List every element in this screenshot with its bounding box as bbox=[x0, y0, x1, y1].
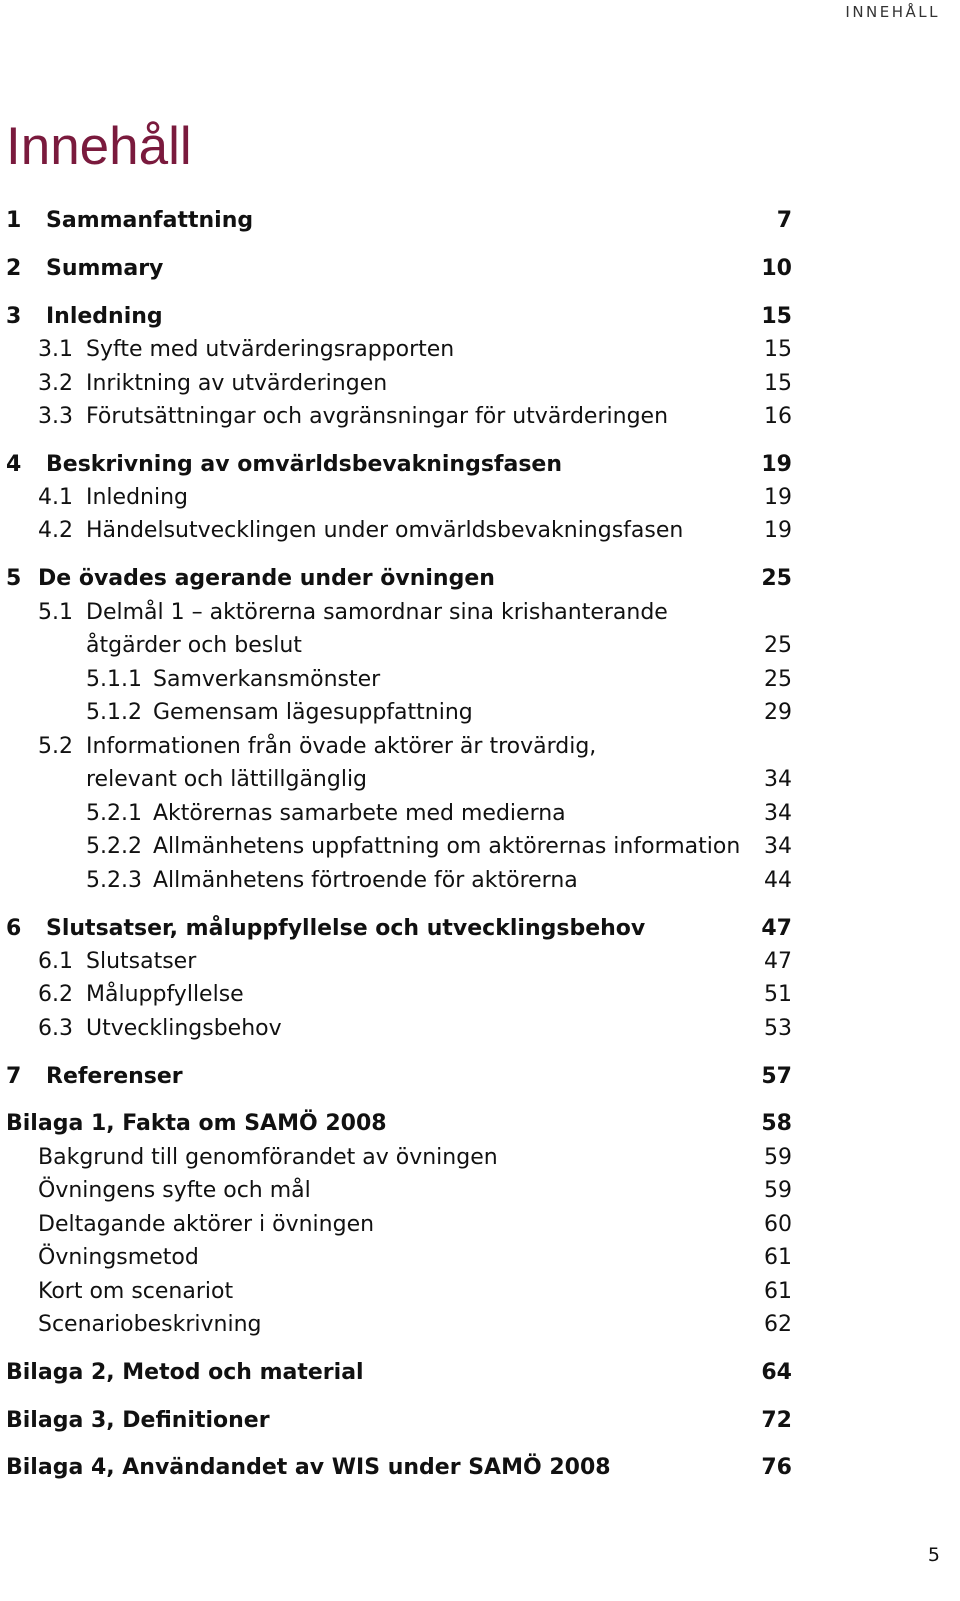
toc-title: Utvecklingsbehov bbox=[86, 1016, 282, 1041]
toc-entry-level2[interactable] bbox=[0, 483, 960, 513]
toc-page: 64 bbox=[761, 1360, 792, 1385]
toc-page: 60 bbox=[764, 1212, 792, 1237]
toc-entry-appendix[interactable] bbox=[0, 1453, 960, 1483]
toc-page: 58 bbox=[761, 1111, 792, 1136]
toc-title: Samverkansmönster bbox=[153, 667, 381, 692]
toc-title: Måluppfyllelse bbox=[86, 982, 244, 1007]
toc-entry-appendix[interactable] bbox=[0, 1109, 960, 1139]
toc-entry-level1[interactable] bbox=[0, 914, 960, 944]
toc-entry-appendix[interactable] bbox=[0, 1406, 960, 1436]
toc-number: 4.1 bbox=[38, 485, 73, 510]
toc-page: 34 bbox=[764, 834, 792, 859]
toc-entry-appendix-section[interactable] bbox=[0, 1243, 960, 1273]
toc-number: 3.1 bbox=[38, 337, 73, 362]
toc-title: Beskrivning av omvärldsbevakningsfasen bbox=[46, 452, 563, 477]
toc-entry-level3[interactable] bbox=[0, 665, 960, 695]
toc-title: Summary bbox=[46, 256, 164, 281]
toc-number: 6.1 bbox=[38, 949, 73, 974]
toc-number: 5.2 bbox=[38, 734, 73, 759]
toc-entry-level3[interactable] bbox=[0, 698, 960, 728]
toc-page: 44 bbox=[764, 868, 792, 893]
toc-title: Scenariobeskrivning bbox=[38, 1312, 262, 1337]
toc-page: 16 bbox=[764, 404, 792, 429]
toc-entry-appendix-section[interactable] bbox=[0, 1210, 960, 1240]
toc-entry-level2[interactable] bbox=[0, 598, 960, 628]
running-header: INNEHÅLL bbox=[845, 3, 940, 21]
toc-title: Inriktning av utvärderingen bbox=[86, 371, 388, 396]
toc-entry-level2[interactable] bbox=[0, 732, 960, 762]
toc-title: Övningens syfte och mål bbox=[38, 1178, 311, 1203]
toc-page: 47 bbox=[764, 949, 792, 974]
toc-title: Informationen från övade aktörer är trovärdig, bbox=[86, 734, 597, 759]
toc-page: 34 bbox=[764, 801, 792, 826]
toc-entry-appendix-section[interactable] bbox=[0, 1277, 960, 1307]
toc-page: 57 bbox=[761, 1064, 792, 1089]
toc-title: Slutsatser bbox=[86, 949, 197, 974]
toc-title: Inledning bbox=[46, 304, 163, 329]
toc-page: 51 bbox=[764, 982, 792, 1007]
toc-page: 15 bbox=[764, 337, 792, 362]
toc-title: Förutsättningar och avgränsningar för utvärderingen bbox=[86, 404, 669, 429]
toc-number: 4 bbox=[6, 452, 22, 477]
toc-entry-appendix-section[interactable] bbox=[0, 1310, 960, 1340]
toc-entry-level1[interactable] bbox=[0, 564, 960, 594]
toc-entry-level1[interactable] bbox=[0, 254, 960, 284]
toc-entry-level1[interactable] bbox=[0, 302, 960, 332]
toc-page: 61 bbox=[764, 1245, 792, 1270]
toc-number: 5.1.1 bbox=[86, 667, 142, 692]
toc-title: Deltagande aktörer i övningen bbox=[38, 1212, 375, 1237]
toc-entry-level3[interactable] bbox=[0, 799, 960, 829]
toc-entry-level3[interactable] bbox=[0, 866, 960, 896]
toc-number: 6 bbox=[6, 916, 22, 941]
toc-title: Syfte med utvärderingsrapporten bbox=[86, 337, 455, 362]
toc-title: Kort om scenariot bbox=[38, 1279, 234, 1304]
toc-entry-level2[interactable] bbox=[0, 980, 960, 1010]
toc-title: Bilaga 3, Definitioner bbox=[6, 1408, 270, 1433]
page-number: 5 bbox=[927, 1544, 940, 1566]
toc-entry-level3[interactable] bbox=[0, 832, 960, 862]
toc-number: 1 bbox=[6, 208, 22, 233]
toc-page: 72 bbox=[761, 1408, 792, 1433]
toc-page: 25 bbox=[761, 566, 792, 591]
toc-page: 7 bbox=[776, 208, 792, 233]
toc-page: 76 bbox=[761, 1455, 792, 1480]
toc-title: Referenser bbox=[46, 1064, 183, 1089]
toc-title: Gemensam lägesuppfattning bbox=[153, 700, 473, 725]
toc-number: 5.2.3 bbox=[86, 868, 142, 893]
toc-page: 47 bbox=[761, 916, 792, 941]
toc-entry-level1[interactable] bbox=[0, 450, 960, 480]
toc-title: De övades agerande under övningen bbox=[38, 566, 495, 591]
toc-entry-level2[interactable] bbox=[0, 335, 960, 365]
toc-entry-appendix-section[interactable] bbox=[0, 1143, 960, 1173]
toc-number: 5.1.2 bbox=[86, 700, 142, 725]
toc-title: Bilaga 2, Metod och material bbox=[6, 1360, 364, 1385]
toc-title: åtgärder och beslut bbox=[86, 633, 302, 658]
toc-number: 5.1 bbox=[38, 600, 73, 625]
toc-number: 3 bbox=[6, 304, 22, 329]
toc-entry-level1[interactable] bbox=[0, 1062, 960, 1092]
toc-title: Slutsatser, måluppfyllelse och utvecklingsbehov bbox=[46, 916, 646, 941]
toc-number: 5.2.1 bbox=[86, 801, 142, 826]
toc-page: 15 bbox=[761, 304, 792, 329]
toc-page: 62 bbox=[764, 1312, 792, 1337]
toc-title: Allmänhetens uppfattning om aktörernas information bbox=[153, 834, 741, 859]
toc-entry-level2[interactable] bbox=[0, 516, 960, 546]
toc-page: 25 bbox=[764, 633, 792, 658]
toc-title: Sammanfattning bbox=[46, 208, 254, 233]
toc-page: 59 bbox=[764, 1178, 792, 1203]
toc-number: 4.2 bbox=[38, 518, 73, 543]
toc-page: 34 bbox=[764, 767, 792, 792]
toc-entry-level2[interactable] bbox=[0, 1014, 960, 1044]
toc-page: 29 bbox=[764, 700, 792, 725]
toc-title: Händelsutvecklingen under omvärldsbevakningsfasen bbox=[86, 518, 684, 543]
toc-number: 7 bbox=[6, 1064, 22, 1089]
toc-page: 25 bbox=[764, 667, 792, 692]
toc-title: Bakgrund till genomförandet av övningen bbox=[38, 1145, 498, 1170]
toc-number: 5.2.2 bbox=[86, 834, 142, 859]
toc-entry-level2[interactable] bbox=[0, 369, 960, 399]
page-title: Innehåll bbox=[6, 117, 192, 176]
toc-number: 5 bbox=[6, 566, 22, 591]
toc-title: Inledning bbox=[86, 485, 189, 510]
toc-page: 61 bbox=[764, 1279, 792, 1304]
toc-title: Allmänhetens förtroende för aktörerna bbox=[153, 868, 578, 893]
toc-entry-level1[interactable] bbox=[0, 206, 960, 236]
toc-entry-appendix-section[interactable] bbox=[0, 1176, 960, 1206]
toc-entry-level2[interactable] bbox=[0, 947, 960, 977]
toc-title: Delmål 1 – aktörerna samordnar sina krishanterande bbox=[86, 600, 668, 625]
toc-entry-appendix[interactable] bbox=[0, 1358, 960, 1388]
toc-number: 3.3 bbox=[38, 404, 73, 429]
toc-entry-level2[interactable] bbox=[0, 402, 960, 432]
toc-title: Övningsmetod bbox=[38, 1245, 199, 1270]
toc-number: 6.2 bbox=[38, 982, 73, 1007]
toc-number: 2 bbox=[6, 256, 22, 281]
toc-page: 19 bbox=[761, 452, 792, 477]
toc-number: 6.3 bbox=[38, 1016, 73, 1041]
toc-page: 59 bbox=[764, 1145, 792, 1170]
toc-title: Bilaga 1, Fakta om SAMÖ 2008 bbox=[6, 1111, 387, 1136]
toc-page: 15 bbox=[764, 371, 792, 396]
toc-page: 19 bbox=[764, 485, 792, 510]
toc-page: 10 bbox=[761, 256, 792, 281]
toc-page: 53 bbox=[764, 1016, 792, 1041]
toc-title: Bilaga 4, Användandet av WIS under SAMÖ 2008 bbox=[6, 1455, 611, 1480]
toc-title: relevant och lättillgänglig bbox=[86, 767, 368, 792]
toc-page: 19 bbox=[764, 518, 792, 543]
toc-title: Aktörernas samarbete med medierna bbox=[153, 801, 566, 826]
toc-number: 3.2 bbox=[38, 371, 73, 396]
toc-entry-continuation[interactable] bbox=[0, 765, 960, 795]
toc-entry-continuation[interactable] bbox=[0, 631, 960, 661]
